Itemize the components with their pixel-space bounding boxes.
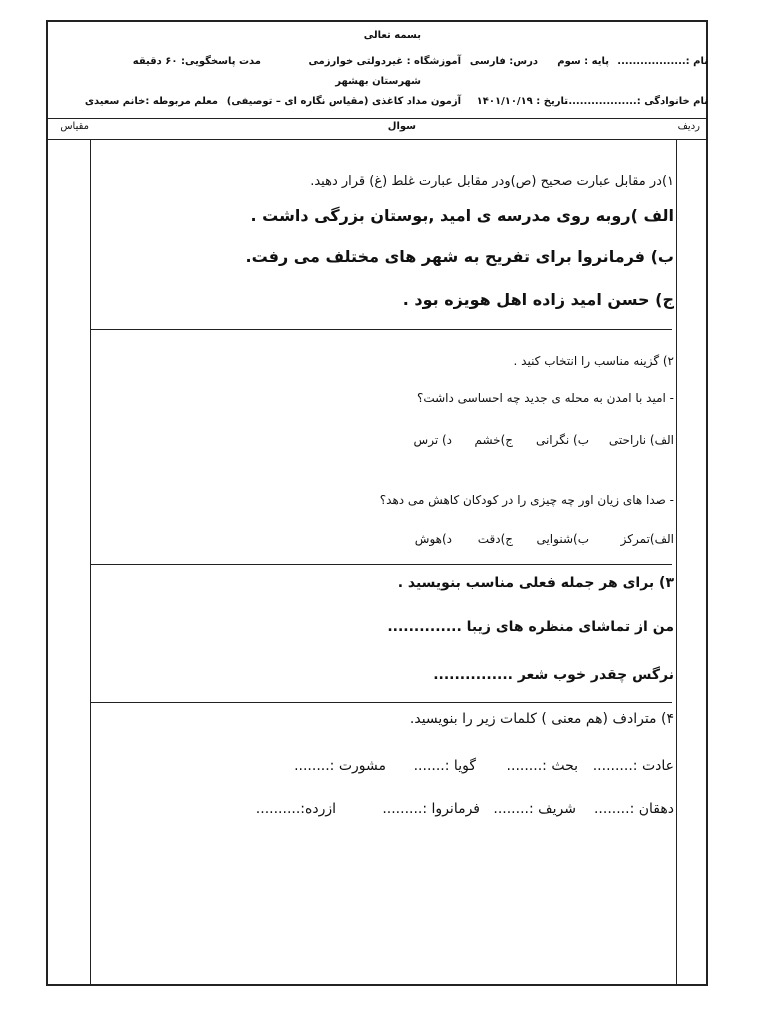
q1-divider — [90, 329, 672, 330]
q2-sub1-opt-d: د) ترس — [413, 433, 452, 447]
q2-sub2-opt-d: د)هوش — [414, 532, 452, 546]
q4-r2-c4: ازرده:.......... — [255, 801, 336, 817]
q4-r1-c4: مشورت :........ — [294, 758, 386, 774]
q4-r1-c1: عادت :......... — [592, 758, 674, 774]
col-row-label: ردیف — [677, 121, 700, 132]
grade-field: پایه : سوم — [557, 56, 609, 67]
family-field: نام خانوادگی :................... — [564, 96, 708, 107]
q1-prompt: ۱)در مقابل عبارت صحیح (ص)ودر مقابل عبارت غلط (غ) قرار دهید. — [310, 174, 674, 189]
name-field: نام :.................. — [617, 56, 708, 67]
city-field: شهرستان بهشهر — [335, 76, 421, 87]
q4-r2-c3: فرمانروا :......... — [382, 801, 480, 817]
q2-sub1-opt-c: ج)خشم — [474, 433, 513, 447]
q2-sub2-opt-a: الف)تمرکز — [620, 532, 674, 546]
q3-line2: نرگس چقدر خوب شعر ............... — [433, 667, 674, 683]
q1-item-b: ب) فرمانروا برای تفریح به شهر های مختلف می رفت. — [245, 247, 674, 266]
q2-sub1-opt-a: الف) ناراحتی — [608, 433, 674, 447]
school-field: آموزشگاه : غیردولتی خوارزمی — [308, 56, 461, 67]
subject-field: درس: فارسی — [469, 56, 538, 67]
duration-field: مدت پاسخگویی: ۶۰ دقیقه — [132, 56, 261, 67]
q2-sub2: - صدا های زیان اور چه چیزی را در کودکان کاهش می دهد؟ — [379, 493, 674, 507]
q4-r1-c2: بحث :........ — [506, 758, 578, 774]
col-scale-label: مقیاس — [60, 121, 89, 132]
scale-column-border — [90, 140, 91, 984]
column-header-divider — [48, 139, 706, 140]
q3-divider — [90, 702, 672, 703]
teacher-field: معلم مربوطه :خانم سعیدی — [84, 96, 218, 107]
q4-prompt: ۴) مترادف (هم معنی ) کلمات زیر را بنویسید. — [409, 711, 674, 727]
q2-sub2-opt-b: ب)شنوایی — [536, 532, 589, 546]
q4-r2-c1: دهقان :........ — [593, 801, 674, 817]
q3-line1: من از تماشای منظره های زیبا .............. — [387, 619, 674, 635]
exam-sheet — [46, 20, 708, 986]
q2-sub1: - امید با امدن به محله ی جدید چه احساسی داشت؟ — [416, 391, 674, 405]
header-divider — [48, 118, 706, 119]
q4-r2-c2: شریف :........ — [493, 801, 576, 817]
q2-divider — [90, 564, 672, 565]
date-field: تاریخ : ۱۴۰۱/۱۰/۱۹ — [476, 96, 568, 107]
q2-sub2-opt-c: ج)دقت — [477, 532, 513, 546]
col-question-label: سوال — [387, 121, 416, 132]
basmala: بسمه تعالی — [363, 30, 421, 41]
q3-prompt: ۳) برای هر جمله فعلی مناسب بنویسید . — [397, 575, 674, 591]
q1-item-a: الف )روبه روی مدرسه ی امید ,بوستان بزرگی داشت . — [250, 206, 674, 225]
q4-r1-c3: گویا :....... — [413, 758, 476, 774]
exam-title: آزمون مداد کاغذی (مقیاس نگاره ای – توصیفی) — [226, 96, 461, 107]
row-column-border — [676, 140, 677, 984]
q2-sub1-opt-b: ب) نگرانی — [535, 433, 589, 447]
q1-item-c: ج) حسن امید زاده اهل هویزه بود . — [402, 290, 674, 309]
q2-prompt: ۲) گزینه مناسب را انتخاب کنید . — [513, 354, 674, 368]
